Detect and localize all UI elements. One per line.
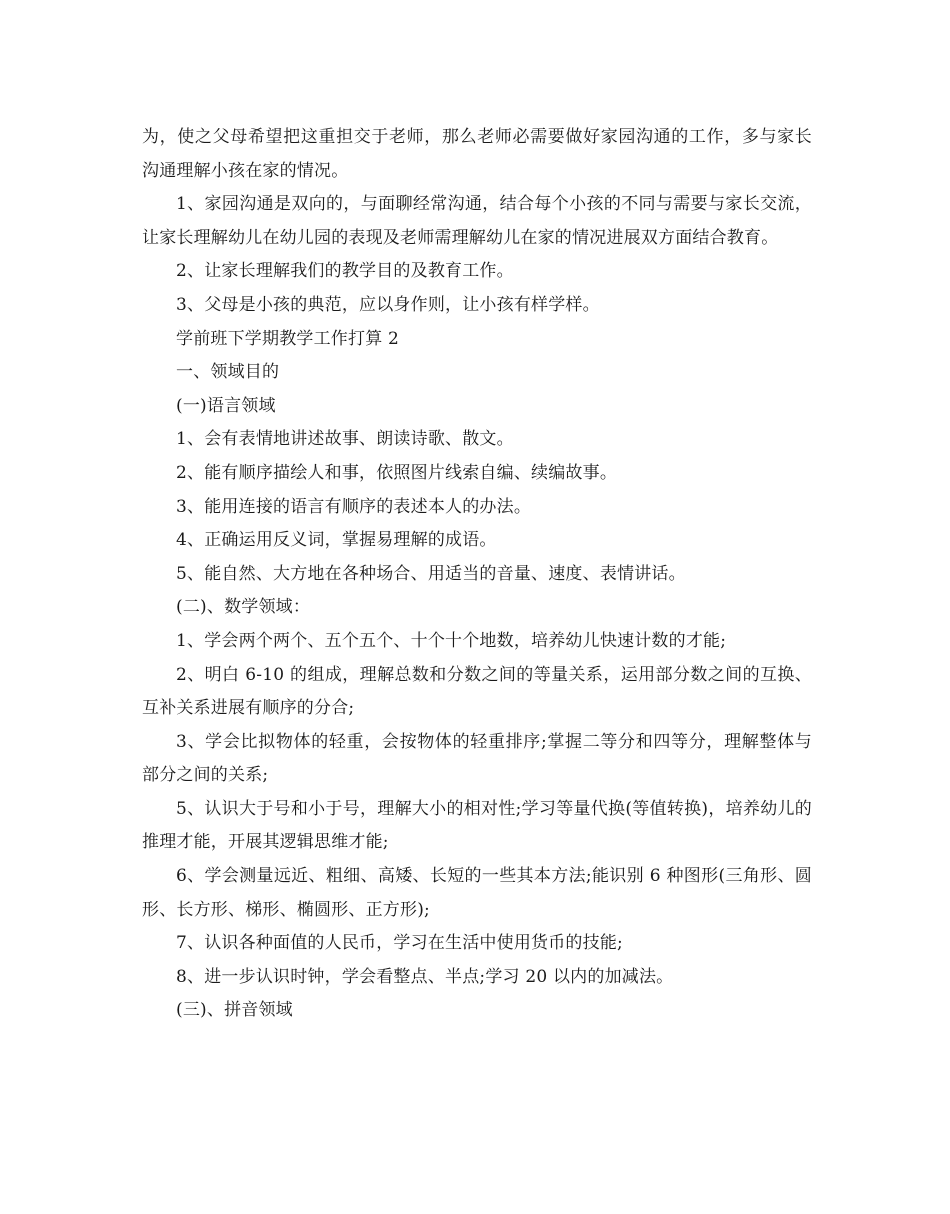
section-heading: 一、领域目的	[176, 362, 280, 383]
paragraph: 1、学会两个两个、五个五个、十个十个地数，培养幼儿快速计数的才能;	[176, 630, 727, 651]
paragraph: 3、能用连接的语言有顺序的表述本人的办法。	[176, 496, 532, 517]
paragraph: 3、学会比拟物体的轻重，会按物体的轻重排序;掌握二等分和四等分，理解整体与部分之间的关系;	[142, 731, 812, 786]
paragraph: 7、认识各种面值的人民币，学习在生活中使用货币的技能;	[176, 933, 623, 954]
paragraph: 6、学会测量远近、粗细、高矮、长短的一些其本方法;能识别 6 种图形(三角形、圆形、长方形、梯形、椭圆形、正方形);	[142, 866, 812, 920]
paragraph: 为，使之父母希望把这重担交于老师，那么老师必需要做好家园沟通的工作，多与家长沟通理解小孩在家的情况。	[142, 127, 812, 181]
section-heading: 学前班下学期教学工作打算 2	[176, 328, 400, 349]
paragraph: 2、明白 6-10 的组成，理解总数和分数之间的等量关系，运用部分数之间的互换、互补关系进展有顺序的分合;	[142, 664, 812, 719]
paragraph: 1、会有表情地讲述故事、朗读诗歌、散文。	[176, 429, 514, 450]
paragraph: 1、家园沟通是双向的，与面聊经常沟通，结合每个小孩的不同与需要与家长交流，让家长理解幼儿在幼儿园的表现及老师需理解幼儿在家的情况进展双方面结合教育。	[142, 194, 812, 248]
paragraph: 8、进一步认识时钟，学会看整点、半点;学习 20 以内的加减法。	[176, 966, 674, 987]
paragraph: 4、正确运用反义词，掌握易理解的成语。	[176, 530, 497, 551]
subsection-heading: (一)语言领域	[176, 395, 276, 416]
subsection-heading: (三)、拼音领域	[176, 1000, 293, 1021]
paragraph: 2、能有顺序描绘人和事，依照图片线索自编、续编故事。	[176, 462, 618, 483]
document-body	[142, 121, 812, 1028]
paragraph: 5、能自然、大方地在各种场合、用适当的音量、速度、表情讲话。	[176, 563, 686, 584]
paragraph: 2、让家长理解我们的教学目的及教育工作。	[176, 261, 514, 282]
paragraph: 3、父母是小孩的典范，应以身作则，让小孩有样学样。	[176, 294, 600, 315]
subsection-heading: (二)、数学领域：	[176, 597, 311, 618]
paragraph: 5、认识大于号和小于号，理解大小的相对性;学习等量代换(等值转换)，培养幼儿的推理才能，开展其逻辑思维才能;	[142, 798, 812, 853]
